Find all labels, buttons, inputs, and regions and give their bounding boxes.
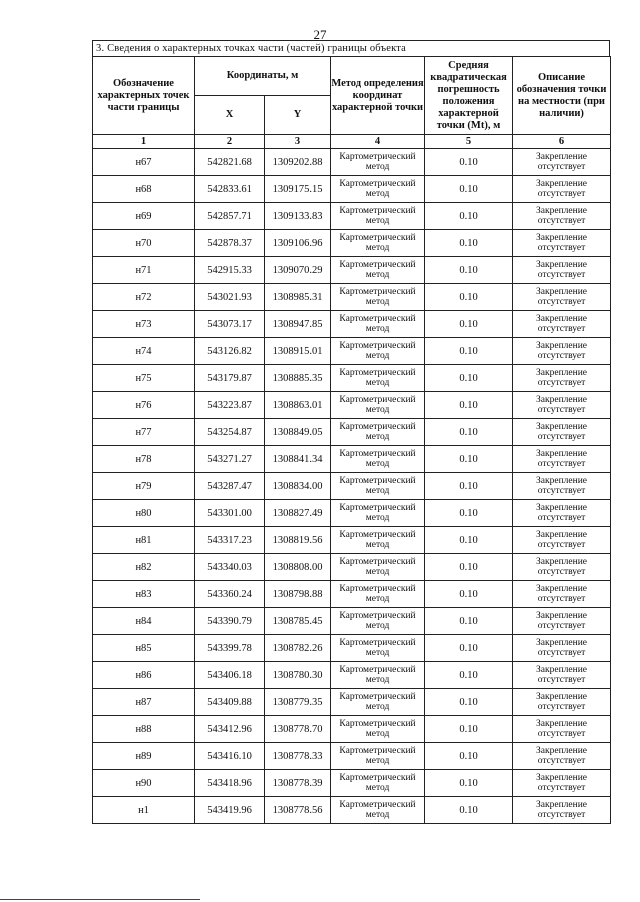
table-row xyxy=(93,446,611,473)
coordinate-y: 1309133.83 xyxy=(265,203,331,230)
header-x: X xyxy=(195,96,265,135)
coordinate-x: 543412.96 xyxy=(195,716,265,743)
desc-line1: Закрепление xyxy=(536,368,587,378)
footer-rule xyxy=(0,899,200,900)
desc-line2: отсутствует xyxy=(537,243,586,253)
coordinate-x: 543419.96 xyxy=(195,797,265,824)
coordinate-y: 1308785.45 xyxy=(265,608,331,635)
accuracy-value: 0.10 xyxy=(425,338,513,365)
point-designation: н68 xyxy=(93,176,195,203)
point-designation: н76 xyxy=(93,392,195,419)
point-designation: н72 xyxy=(93,284,195,311)
table-row xyxy=(93,149,611,176)
coordinate-y: 1308819.56 xyxy=(265,527,331,554)
method-cell xyxy=(331,635,425,662)
method-line2: метод xyxy=(365,702,390,712)
column-number: 1 xyxy=(93,135,195,149)
description-cell xyxy=(513,365,611,392)
desc-line1: Закрепление xyxy=(536,476,587,486)
method-line1: Картометрический xyxy=(339,368,416,378)
point-designation: н80 xyxy=(93,500,195,527)
accuracy-value: 0.10 xyxy=(425,392,513,419)
table-row xyxy=(93,365,611,392)
coordinate-x: 543287.47 xyxy=(195,473,265,500)
coordinate-y: 1308863.01 xyxy=(265,392,331,419)
coordinate-y: 1308841.34 xyxy=(265,446,331,473)
method-line2: метод xyxy=(365,675,390,685)
accuracy-value: 0.10 xyxy=(425,689,513,716)
method-cell xyxy=(331,284,425,311)
coordinate-x: 543390.79 xyxy=(195,608,265,635)
coordinate-x: 543406.18 xyxy=(195,662,265,689)
method-cell xyxy=(331,716,425,743)
table-row xyxy=(93,689,611,716)
accuracy-value: 0.10 xyxy=(425,662,513,689)
accuracy-value: 0.10 xyxy=(425,554,513,581)
table-caption: 3. Сведения о характерных точках части (частей) границы объекта xyxy=(92,40,610,56)
desc-line1: Закрепление xyxy=(536,530,587,540)
method-line1: Картометрический xyxy=(339,638,416,648)
desc-line2: отсутствует xyxy=(537,567,586,577)
point-designation: н83 xyxy=(93,581,195,608)
description-cell xyxy=(513,257,611,284)
method-cell xyxy=(331,689,425,716)
coordinate-x: 542833.61 xyxy=(195,176,265,203)
coordinate-y: 1308779.35 xyxy=(265,689,331,716)
desc-line2: отсутствует xyxy=(537,540,586,550)
desc-line2: отсутствует xyxy=(537,189,586,199)
point-designation: н86 xyxy=(93,662,195,689)
coordinate-x: 543254.87 xyxy=(195,419,265,446)
description-cell xyxy=(513,203,611,230)
header-description: Описание обозначения точки на местности (при наличии) xyxy=(513,57,611,135)
point-designation: н78 xyxy=(93,446,195,473)
method-line2: метод xyxy=(365,297,390,307)
method-line2: метод xyxy=(365,432,390,442)
description-cell xyxy=(513,419,611,446)
table-row xyxy=(93,608,611,635)
method-line2: метод xyxy=(365,324,390,334)
description-cell xyxy=(513,608,611,635)
table-row xyxy=(93,635,611,662)
description-cell xyxy=(513,662,611,689)
accuracy-value: 0.10 xyxy=(425,446,513,473)
method-cell xyxy=(331,230,425,257)
desc-line1: Закрепление xyxy=(536,152,587,162)
header-method: Метод определения координат характерной точки xyxy=(331,57,425,135)
description-cell xyxy=(513,527,611,554)
method-cell xyxy=(331,149,425,176)
method-cell xyxy=(331,419,425,446)
method-line1: Картометрический xyxy=(339,449,416,459)
desc-line1: Закрепление xyxy=(536,665,587,675)
method-line1: Картометрический xyxy=(339,611,416,621)
method-line1: Картометрический xyxy=(339,314,416,324)
table-row xyxy=(93,203,611,230)
method-line1: Картометрический xyxy=(339,233,416,243)
desc-line1: Закрепление xyxy=(536,179,587,189)
desc-line2: отсутствует xyxy=(537,810,586,820)
accuracy-value: 0.10 xyxy=(425,149,513,176)
coordinate-y: 1308808.00 xyxy=(265,554,331,581)
table-row xyxy=(93,392,611,419)
desc-line2: отсутствует xyxy=(537,702,586,712)
desc-line1: Закрепление xyxy=(536,800,587,810)
desc-line2: отсутствует xyxy=(537,162,586,172)
desc-line2: отсутствует xyxy=(537,432,586,442)
description-cell xyxy=(513,581,611,608)
method-line2: метод xyxy=(365,810,390,820)
description-cell xyxy=(513,554,611,581)
method-cell xyxy=(331,203,425,230)
accuracy-value: 0.10 xyxy=(425,257,513,284)
method-line1: Картометрический xyxy=(339,287,416,297)
method-cell xyxy=(331,365,425,392)
method-line2: метод xyxy=(365,567,390,577)
method-line2: метод xyxy=(365,378,390,388)
coordinate-y: 1308798.88 xyxy=(265,581,331,608)
description-cell xyxy=(513,392,611,419)
point-designation: н77 xyxy=(93,419,195,446)
coordinate-y: 1309070.29 xyxy=(265,257,331,284)
header-designation: Обозначение характерных точек части границы xyxy=(93,57,195,135)
method-line2: метод xyxy=(365,621,390,631)
point-designation: н69 xyxy=(93,203,195,230)
description-cell xyxy=(513,635,611,662)
desc-line2: отсутствует xyxy=(537,513,586,523)
coordinate-x: 543340.03 xyxy=(195,554,265,581)
accuracy-value: 0.10 xyxy=(425,284,513,311)
desc-line1: Закрепление xyxy=(536,746,587,756)
point-designation: н79 xyxy=(93,473,195,500)
method-line2: метод xyxy=(365,729,390,739)
desc-line1: Закрепление xyxy=(536,719,587,729)
column-number: 2 xyxy=(195,135,265,149)
description-cell xyxy=(513,797,611,824)
accuracy-value: 0.10 xyxy=(425,608,513,635)
method-line2: метод xyxy=(365,270,390,280)
desc-line1: Закрепление xyxy=(536,260,587,270)
method-line1: Картометрический xyxy=(339,692,416,702)
method-line2: метод xyxy=(365,243,390,253)
table-row xyxy=(93,581,611,608)
coordinate-x: 542878.37 xyxy=(195,230,265,257)
coordinate-y: 1308834.00 xyxy=(265,473,331,500)
method-cell xyxy=(331,608,425,635)
coordinate-y: 1308827.49 xyxy=(265,500,331,527)
point-designation: н89 xyxy=(93,743,195,770)
method-line2: метод xyxy=(365,405,390,415)
desc-line2: отсутствует xyxy=(537,459,586,469)
method-line2: метод xyxy=(365,162,390,172)
description-cell xyxy=(513,743,611,770)
desc-line2: отсутствует xyxy=(537,297,586,307)
table-row xyxy=(93,419,611,446)
coordinate-y: 1308947.85 xyxy=(265,311,331,338)
table-row xyxy=(93,527,611,554)
method-line1: Картометрический xyxy=(339,719,416,729)
method-line2: метод xyxy=(365,486,390,496)
point-designation: н73 xyxy=(93,311,195,338)
table-row xyxy=(93,770,611,797)
method-line1: Картометрический xyxy=(339,179,416,189)
accuracy-value: 0.10 xyxy=(425,500,513,527)
table-row xyxy=(93,743,611,770)
desc-line2: отсутствует xyxy=(537,216,586,226)
point-designation: н75 xyxy=(93,365,195,392)
method-line1: Картометрический xyxy=(339,584,416,594)
column-number: 5 xyxy=(425,135,513,149)
coordinate-y: 1309106.96 xyxy=(265,230,331,257)
table-row xyxy=(93,662,611,689)
coordinate-x: 543179.87 xyxy=(195,365,265,392)
desc-line2: отсутствует xyxy=(537,648,586,658)
description-cell xyxy=(513,176,611,203)
desc-line2: отсутствует xyxy=(537,324,586,334)
method-line1: Картометрический xyxy=(339,476,416,486)
method-line1: Картометрический xyxy=(339,341,416,351)
method-line1: Картометрический xyxy=(339,746,416,756)
point-designation: н88 xyxy=(93,716,195,743)
description-cell xyxy=(513,716,611,743)
method-line2: метод xyxy=(365,351,390,361)
accuracy-value: 0.10 xyxy=(425,770,513,797)
coordinate-x: 543418.96 xyxy=(195,770,265,797)
desc-line1: Закрепление xyxy=(536,206,587,216)
point-designation: н85 xyxy=(93,635,195,662)
desc-line2: отсутствует xyxy=(537,405,586,415)
method-line1: Картометрический xyxy=(339,800,416,810)
table-row xyxy=(93,716,611,743)
method-line1: Картометрический xyxy=(339,665,416,675)
desc-line1: Закрепление xyxy=(536,611,587,621)
description-cell xyxy=(513,689,611,716)
accuracy-value: 0.10 xyxy=(425,527,513,554)
method-cell xyxy=(331,311,425,338)
method-line1: Картометрический xyxy=(339,260,416,270)
point-designation: н67 xyxy=(93,149,195,176)
method-line1: Картометрический xyxy=(339,395,416,405)
method-line2: метод xyxy=(365,594,390,604)
accuracy-value: 0.10 xyxy=(425,419,513,446)
desc-line1: Закрепление xyxy=(536,584,587,594)
accuracy-value: 0.10 xyxy=(425,230,513,257)
description-cell xyxy=(513,770,611,797)
coordinate-x: 543073.17 xyxy=(195,311,265,338)
desc-line1: Закрепление xyxy=(536,314,587,324)
desc-line2: отсутствует xyxy=(537,621,586,631)
coordinate-x: 543399.78 xyxy=(195,635,265,662)
desc-line1: Закрепление xyxy=(536,503,587,513)
method-cell xyxy=(331,446,425,473)
accuracy-value: 0.10 xyxy=(425,203,513,230)
table-body xyxy=(93,149,611,824)
accuracy-value: 0.10 xyxy=(425,365,513,392)
method-cell xyxy=(331,392,425,419)
boundary-points-table-container xyxy=(92,40,610,824)
point-designation: н74 xyxy=(93,338,195,365)
desc-line2: отсутствует xyxy=(537,783,586,793)
table-row xyxy=(93,311,611,338)
desc-line1: Закрепление xyxy=(536,773,587,783)
coordinate-y: 1308778.39 xyxy=(265,770,331,797)
method-line2: метод xyxy=(365,756,390,766)
desc-line2: отсутствует xyxy=(537,594,586,604)
desc-line1: Закрепление xyxy=(536,422,587,432)
coordinate-y: 1309202.88 xyxy=(265,149,331,176)
description-cell xyxy=(513,284,611,311)
coordinate-y: 1308885.35 xyxy=(265,365,331,392)
coordinate-y: 1308778.33 xyxy=(265,743,331,770)
description-cell xyxy=(513,338,611,365)
column-number: 4 xyxy=(331,135,425,149)
method-line2: метод xyxy=(365,459,390,469)
method-line1: Картометрический xyxy=(339,530,416,540)
point-designation: н84 xyxy=(93,608,195,635)
coordinate-x: 543223.87 xyxy=(195,392,265,419)
point-designation: н70 xyxy=(93,230,195,257)
column-number: 3 xyxy=(265,135,331,149)
coordinate-y: 1308782.26 xyxy=(265,635,331,662)
method-cell xyxy=(331,176,425,203)
method-line2: метод xyxy=(365,513,390,523)
method-cell xyxy=(331,338,425,365)
accuracy-value: 0.10 xyxy=(425,797,513,824)
accuracy-value: 0.10 xyxy=(425,635,513,662)
coordinate-y: 1308778.70 xyxy=(265,716,331,743)
method-line1: Картометрический xyxy=(339,152,416,162)
desc-line2: отсутствует xyxy=(537,729,586,739)
desc-line2: отсутствует xyxy=(537,675,586,685)
accuracy-value: 0.10 xyxy=(425,581,513,608)
desc-line1: Закрепление xyxy=(536,449,587,459)
coordinate-x: 543271.27 xyxy=(195,446,265,473)
coordinate-x: 543301.00 xyxy=(195,500,265,527)
description-cell xyxy=(513,149,611,176)
description-cell xyxy=(513,473,611,500)
table-row xyxy=(93,797,611,824)
method-cell xyxy=(331,257,425,284)
description-cell xyxy=(513,311,611,338)
description-cell xyxy=(513,230,611,257)
desc-line2: отсутствует xyxy=(537,270,586,280)
boundary-points-table xyxy=(92,56,611,824)
coordinate-y: 1308985.31 xyxy=(265,284,331,311)
method-cell xyxy=(331,581,425,608)
coordinate-x: 542857.71 xyxy=(195,203,265,230)
coordinate-y: 1308780.30 xyxy=(265,662,331,689)
coordinate-y: 1308849.05 xyxy=(265,419,331,446)
table-row xyxy=(93,338,611,365)
coordinate-x: 543126.82 xyxy=(195,338,265,365)
header-y: Y xyxy=(265,96,331,135)
page-number: 27 xyxy=(313,27,327,42)
desc-line2: отсутствует xyxy=(537,486,586,496)
method-line2: метод xyxy=(365,189,390,199)
desc-line1: Закрепление xyxy=(536,287,587,297)
coordinate-x: 543409.88 xyxy=(195,689,265,716)
desc-line1: Закрепление xyxy=(536,395,587,405)
description-cell xyxy=(513,500,611,527)
method-cell xyxy=(331,527,425,554)
coordinate-x: 543317.23 xyxy=(195,527,265,554)
method-line2: метод xyxy=(365,783,390,793)
header-coordinates: Координаты, м xyxy=(195,57,331,96)
point-designation: н81 xyxy=(93,527,195,554)
method-line1: Картометрический xyxy=(339,206,416,216)
table-row xyxy=(93,230,611,257)
method-line2: метод xyxy=(365,540,390,550)
method-line1: Картометрический xyxy=(339,557,416,567)
coordinate-x: 543416.10 xyxy=(195,743,265,770)
point-designation: н82 xyxy=(93,554,195,581)
table-row xyxy=(93,473,611,500)
coordinate-y: 1308915.01 xyxy=(265,338,331,365)
point-designation: н1 xyxy=(93,797,195,824)
desc-line1: Закрепление xyxy=(536,638,587,648)
point-designation: н90 xyxy=(93,770,195,797)
table-row xyxy=(93,284,611,311)
coordinate-x: 542915.33 xyxy=(195,257,265,284)
desc-line1: Закрепление xyxy=(536,557,587,567)
table-row xyxy=(93,500,611,527)
method-cell xyxy=(331,770,425,797)
method-cell xyxy=(331,554,425,581)
desc-line1: Закрепление xyxy=(536,233,587,243)
accuracy-value: 0.10 xyxy=(425,716,513,743)
coordinate-y: 1309175.15 xyxy=(265,176,331,203)
header-accuracy: Средняя квадратическая погрешность положения характерной точки (Mt), м xyxy=(425,57,513,135)
method-line1: Картометрический xyxy=(339,773,416,783)
method-cell xyxy=(331,743,425,770)
desc-line1: Закрепление xyxy=(536,692,587,702)
table-row xyxy=(93,554,611,581)
method-cell xyxy=(331,500,425,527)
coordinate-y: 1308778.56 xyxy=(265,797,331,824)
method-line2: метод xyxy=(365,648,390,658)
coordinate-x: 542821.68 xyxy=(195,149,265,176)
method-cell xyxy=(331,662,425,689)
method-line1: Картометрический xyxy=(339,503,416,513)
table-row xyxy=(93,257,611,284)
point-designation: н87 xyxy=(93,689,195,716)
accuracy-value: 0.10 xyxy=(425,743,513,770)
method-line2: метод xyxy=(365,216,390,226)
method-line1: Картометрический xyxy=(339,422,416,432)
desc-line2: отсутствует xyxy=(537,756,586,766)
desc-line2: отсутствует xyxy=(537,351,586,361)
point-designation: н71 xyxy=(93,257,195,284)
description-cell xyxy=(513,446,611,473)
accuracy-value: 0.10 xyxy=(425,176,513,203)
accuracy-value: 0.10 xyxy=(425,473,513,500)
coordinate-x: 543021.93 xyxy=(195,284,265,311)
column-number: 6 xyxy=(513,135,611,149)
table-row xyxy=(93,176,611,203)
coordinate-x: 543360.24 xyxy=(195,581,265,608)
method-cell xyxy=(331,473,425,500)
desc-line1: Закрепление xyxy=(536,341,587,351)
method-cell xyxy=(331,797,425,824)
desc-line2: отсутствует xyxy=(537,378,586,388)
accuracy-value: 0.10 xyxy=(425,311,513,338)
